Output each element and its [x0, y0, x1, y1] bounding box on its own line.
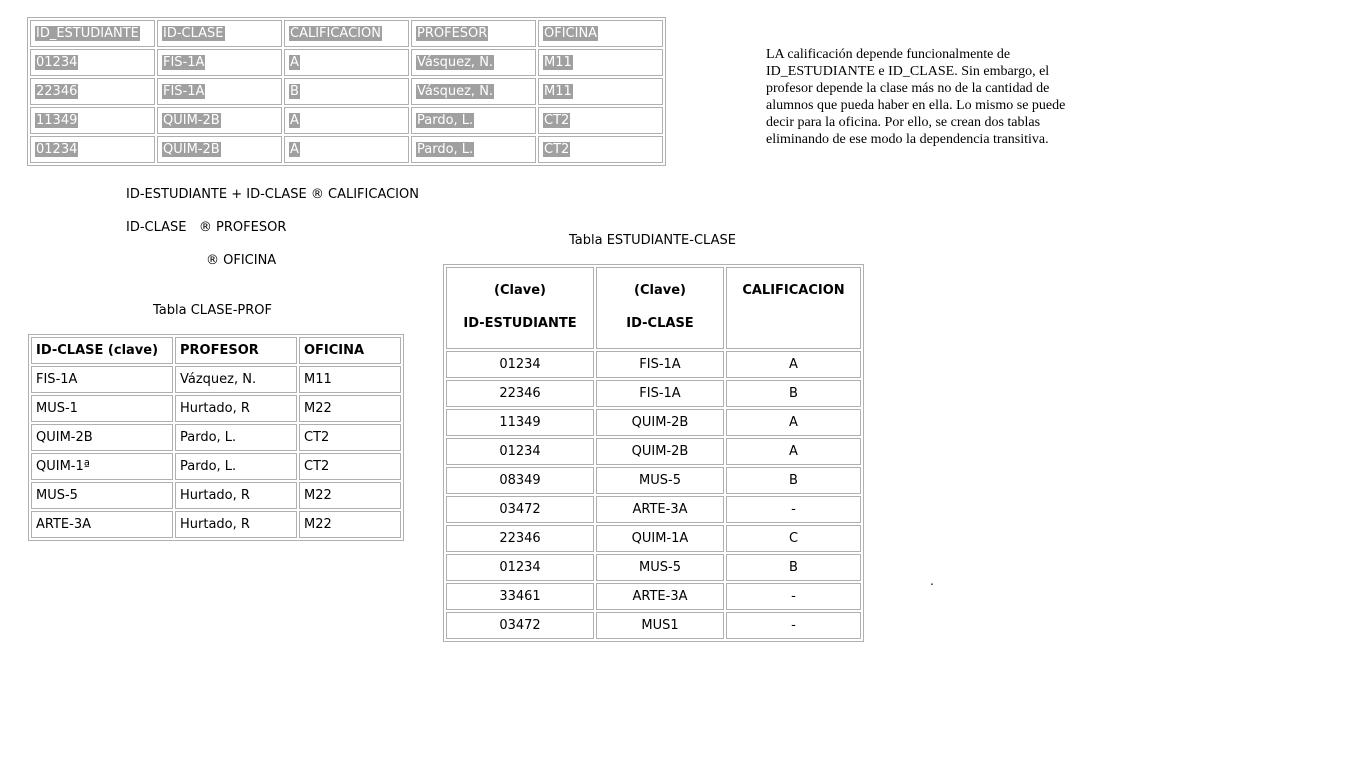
- table-cell: FIS-1A: [596, 380, 724, 407]
- table-row: [30, 49, 663, 76]
- table-cell: [538, 136, 663, 163]
- header-cell: [157, 20, 282, 47]
- table-cell: Pardo, L.: [175, 424, 297, 451]
- estudiante-clase-title: Tabla ESTUDIANTE-CLASE: [569, 233, 736, 248]
- table-cell: M11: [299, 366, 401, 393]
- table-cell: [538, 49, 663, 76]
- table-row: [446, 438, 861, 465]
- stray-mark: .: [930, 574, 934, 588]
- table-cell: [538, 78, 663, 105]
- table-cell: QUIM-1ª: [31, 453, 173, 480]
- header-cell: [538, 20, 663, 47]
- table-cell: [411, 107, 536, 134]
- header-line: CALIFICACION: [742, 283, 845, 298]
- cell-text: CT2: [544, 113, 570, 128]
- table-cell: 03472: [446, 612, 594, 639]
- header-cell: OFICINA: [299, 337, 401, 364]
- table-row: [446, 380, 861, 407]
- cell-text: Pardo, L.: [417, 142, 474, 157]
- table-cell: QUIM-2B: [596, 409, 724, 436]
- header-cell: [446, 267, 594, 349]
- table-header-row: [30, 20, 663, 47]
- table-cell: M22: [299, 511, 401, 538]
- table-cell: Hurtado, R: [175, 511, 297, 538]
- table-cell: [30, 78, 155, 105]
- estudiante-clase-table: [443, 264, 864, 642]
- table-cell: [30, 136, 155, 163]
- header-cell: PROFESOR: [175, 337, 297, 364]
- cell-text: QUIM-2B: [163, 113, 220, 128]
- table-row: [31, 424, 401, 451]
- cell-text: FIS-1A: [163, 55, 205, 70]
- table-cell: [157, 107, 282, 134]
- table-cell: ARTE-3A: [596, 496, 724, 523]
- table-cell: ARTE-3A: [31, 511, 173, 538]
- table-cell: Vázquez, N.: [175, 366, 297, 393]
- table-row: [31, 511, 401, 538]
- table-row: [446, 351, 861, 378]
- table-cell: B: [726, 554, 861, 581]
- table-cell: FIS-1A: [31, 366, 173, 393]
- table-cell: 22346: [446, 380, 594, 407]
- table-row: [30, 78, 663, 105]
- cell-text: A: [290, 55, 299, 70]
- table-cell: MUS-5: [596, 467, 724, 494]
- table-cell: MUS-5: [596, 554, 724, 581]
- table-row: [446, 583, 861, 610]
- cell-text: PROFESOR: [417, 26, 488, 41]
- table-cell: 03472: [446, 496, 594, 523]
- table-cell: Hurtado, R: [175, 482, 297, 509]
- table-cell: [157, 136, 282, 163]
- table-row: [31, 366, 401, 393]
- table-cell: [30, 107, 155, 134]
- table-cell: -: [726, 612, 861, 639]
- cell-text: 01234: [36, 55, 78, 70]
- table-cell: MUS-5: [31, 482, 173, 509]
- table-row: [446, 496, 861, 523]
- table-cell: -: [726, 583, 861, 610]
- dependency-line-2: ID-CLASE ® PROFESOR: [126, 220, 287, 235]
- table-cell: [284, 136, 409, 163]
- top-table: [27, 17, 666, 166]
- header-line: ID-CLASE: [626, 316, 694, 331]
- cell-text: Vásquez, N.: [417, 84, 494, 99]
- table-cell: -: [726, 496, 861, 523]
- table-cell: Pardo, L.: [175, 453, 297, 480]
- cell-text: ID_ESTUDIANTE: [36, 26, 139, 41]
- table-cell: MUS-1: [31, 395, 173, 422]
- table-cell: [284, 49, 409, 76]
- table-cell: 01234: [446, 554, 594, 581]
- table-row: [446, 409, 861, 436]
- table-cell: 33461: [446, 583, 594, 610]
- table-row: [31, 453, 401, 480]
- cell-text: OFICINA: [544, 26, 598, 41]
- table-row: [446, 554, 861, 581]
- header-cell: [30, 20, 155, 47]
- table-row: [30, 136, 663, 163]
- header-cell: [284, 20, 409, 47]
- table-cell: [284, 78, 409, 105]
- table-row: [446, 467, 861, 494]
- table-cell: B: [726, 380, 861, 407]
- table-cell: ARTE-3A: [596, 583, 724, 610]
- table-cell: [157, 49, 282, 76]
- table-cell: [411, 136, 536, 163]
- dependency-line-1: ID-ESTUDIANTE + ID-CLASE ® CALIFICACION: [126, 187, 419, 202]
- header-cell: [726, 267, 861, 349]
- cell-text: Vásquez, N.: [417, 55, 494, 70]
- table-cell: Hurtado, R: [175, 395, 297, 422]
- table-row: [446, 525, 861, 552]
- cell-text: Pardo, L.: [417, 113, 474, 128]
- table-cell: 08349: [446, 467, 594, 494]
- table-cell: [284, 107, 409, 134]
- table-cell: A: [726, 438, 861, 465]
- header-cell: ID-CLASE (clave): [31, 337, 173, 364]
- table-cell: CT2: [299, 453, 401, 480]
- table-cell: QUIM-2B: [31, 424, 173, 451]
- cell-text: B: [290, 84, 299, 99]
- cell-text: CALIFICACION: [290, 26, 381, 41]
- cell-text: M11: [544, 84, 572, 99]
- table-cell: A: [726, 409, 861, 436]
- table-row: [31, 482, 401, 509]
- cell-text: M11: [544, 55, 572, 70]
- cell-text: ID-CLASE: [163, 26, 224, 41]
- table-cell: A: [726, 351, 861, 378]
- table-cell: QUIM-2B: [596, 438, 724, 465]
- table-cell: MUS1: [596, 612, 724, 639]
- table-cell: [538, 107, 663, 134]
- cell-text: 01234: [36, 142, 78, 157]
- table-cell: 01234: [446, 351, 594, 378]
- table-cell: CT2: [299, 424, 401, 451]
- table-cell: QUIM-1A: [596, 525, 724, 552]
- table-cell: M22: [299, 395, 401, 422]
- clase-prof-title: Tabla CLASE-PROF: [153, 303, 272, 318]
- cell-text: 22346: [36, 84, 78, 99]
- header-cell: [596, 267, 724, 349]
- table-cell: 22346: [446, 525, 594, 552]
- table-cell: B: [726, 467, 861, 494]
- table-cell: FIS-1A: [596, 351, 724, 378]
- table-cell: [157, 78, 282, 105]
- cell-text: A: [290, 113, 299, 128]
- table-cell: M22: [299, 482, 401, 509]
- table-cell: [411, 78, 536, 105]
- header-line: ID-ESTUDIANTE: [463, 316, 577, 331]
- table-cell: [411, 49, 536, 76]
- estudiante-clase-header-row: [446, 267, 861, 349]
- table-cell: C: [726, 525, 861, 552]
- table-row: [31, 395, 401, 422]
- header-cell: [411, 20, 536, 47]
- table-cell: [30, 49, 155, 76]
- table-cell: 11349: [446, 409, 594, 436]
- dependency-line-3: ® OFICINA: [206, 253, 277, 268]
- explanation-paragraph: LA calificación depende funcionalmente de ID_ESTUDIANTE e ID_CLASE. Sin embargo, el profesor depende la clase más no de la cantidad de alumnos que pueda haber en ella. Lo mismo se puede decir para la oficina. Por ello, se crean dos tablas eliminando de ese modo la dependencia transitiva.: [766, 47, 1066, 147]
- cell-text: A: [290, 142, 299, 157]
- table-row: [446, 612, 861, 639]
- header-line: (Clave): [494, 283, 546, 298]
- clase-prof-table: [28, 334, 404, 541]
- cell-text: QUIM-2B: [163, 142, 220, 157]
- cell-text: FIS-1A: [163, 84, 205, 99]
- table-cell: 01234: [446, 438, 594, 465]
- table-row: [30, 107, 663, 134]
- cell-text: CT2: [544, 142, 570, 157]
- table-header-row: [31, 337, 401, 364]
- cell-text: 11349: [36, 113, 78, 128]
- header-line: (Clave): [634, 283, 686, 298]
